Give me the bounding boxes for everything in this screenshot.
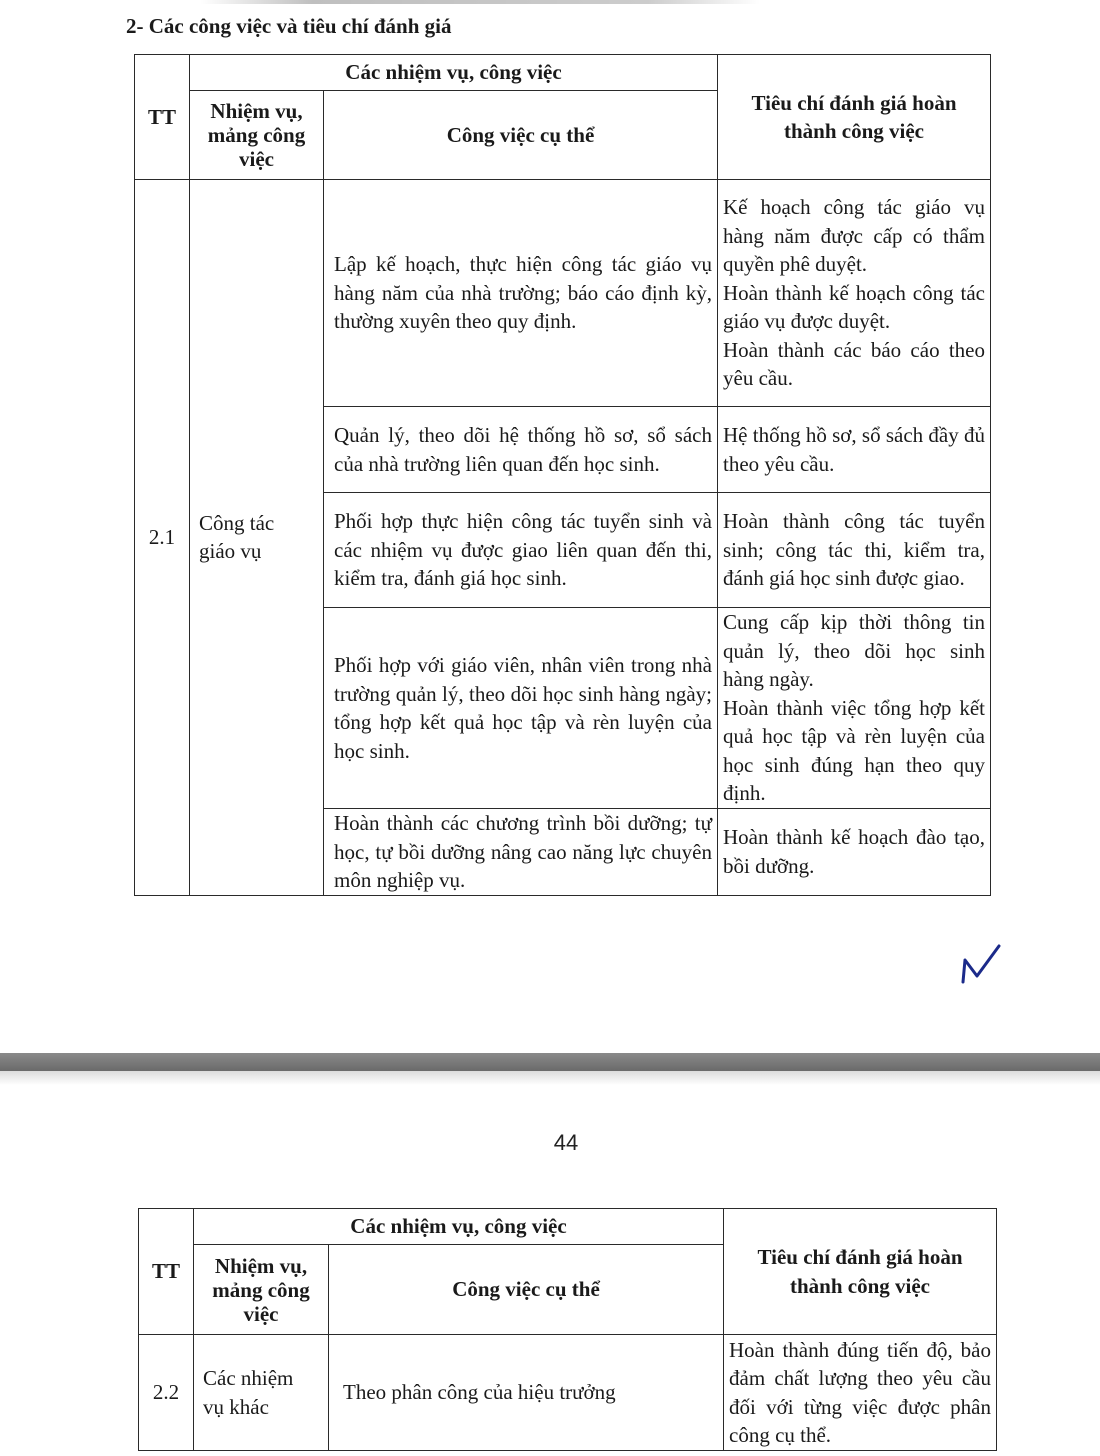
row-tt: 2.2: [139, 1335, 194, 1451]
page-divider: [0, 1053, 1100, 1071]
page-number: 44: [553, 1130, 579, 1155]
header-tasks-group: Các nhiệm vụ, công việc: [194, 1209, 724, 1245]
header-specific-work: Công việc cụ thể: [324, 91, 718, 180]
work-cell: Hoàn thành các chương trình bồi dưỡng; tự học, tự bồi dưỡng nâng cao năng lực chuyên môn nghiệp vụ.: [324, 809, 718, 896]
header-tt: TT: [139, 1209, 194, 1335]
scan-edge: [200, 0, 760, 4]
work-cell: Lập kế hoạch, thực hiện công tác giáo vụ hàng năm của nhà trường; báo cáo định kỳ, thường xuyên theo quy định.: [324, 180, 718, 407]
page-divider-shadow: [0, 1071, 1100, 1085]
header-area: Nhiệm vụ, mảng công việc: [190, 91, 324, 180]
work-cell: Quản lý, theo dõi hệ thống hồ sơ, sổ sách của nhà trường liên quan đến học sinh.: [324, 407, 718, 493]
criteria-cell: [718, 493, 991, 608]
criteria-line: Cung cấp kịp thời thông tin quản lý, theo dõi học sinh hàng ngày.: [723, 610, 985, 692]
signature-mark: [955, 940, 1005, 990]
criteria-line: Hoàn thành kế hoạch công tác giáo vụ được duyệt.: [723, 280, 985, 334]
section-heading: 2- Các công việc và tiêu chí đánh giá: [126, 14, 452, 38]
criteria-cell: Hoàn thành đúng tiến độ, bảo đảm chất lượng theo yêu cầu đối với từng việc được phân công cụ thể.: [724, 1335, 997, 1451]
criteria-table-page-43: [134, 54, 991, 896]
criteria-line: Kế hoạch công tác giáo vụ hàng năm được cấp có thẩm quyền phê duyệt.: [723, 195, 985, 277]
header-specific-work: Công việc cụ thể: [329, 1245, 724, 1335]
header-criteria: Tiêu chí đánh giá hoàn thành công việc: [718, 55, 991, 180]
header-tt: TT: [135, 55, 190, 180]
row-tt: 2.1: [135, 180, 190, 896]
header-criteria: Tiêu chí đánh giá hoàn thành công việc: [724, 1209, 997, 1335]
row-area: Công tác giáo vụ: [190, 180, 324, 896]
criteria-line: Hệ thống hồ sơ, sổ sách đầy đủ theo yêu cầu.: [723, 423, 985, 476]
work-cell: Phối hợp thực hiện công tác tuyển sinh và các nhiệm vụ được giao liên quan đến thi, kiểm tra, đánh giá học sinh.: [324, 493, 718, 608]
criteria-line: Hoàn thành các báo cáo theo yêu cầu.: [723, 337, 985, 391]
criteria-line: Hoàn thành công tác tuyển sinh; công tác thi, kiểm tra, đánh giá học sinh được giao.: [723, 509, 985, 591]
criteria-cell: [718, 608, 991, 809]
criteria-table-page-44: [138, 1208, 997, 1451]
criteria-cell: [718, 180, 991, 407]
criteria-cell: [718, 809, 991, 896]
criteria-line: Hoàn thành kế hoạch đào tạo, bồi dưỡng.: [723, 825, 985, 878]
header-tasks-group: Các nhiệm vụ, công việc: [190, 55, 718, 91]
header-area: Nhiệm vụ, mảng công việc: [194, 1245, 329, 1335]
work-cell: Theo phân công của hiệu trưởng: [329, 1335, 724, 1451]
row-area: Các nhiệm vụ khác: [194, 1335, 329, 1451]
criteria-cell: [718, 407, 991, 493]
criteria-line: Hoàn thành việc tổng hợp kết quả học tập và rèn luyện của học sinh đúng hạn theo quy định.: [723, 695, 985, 806]
work-cell: Phối hợp với giáo viên, nhân viên trong nhà trường quản lý, theo dõi học sinh hàng ngày; tổng hợp kết quả học tập và rèn luyện của học sinh.: [324, 608, 718, 809]
